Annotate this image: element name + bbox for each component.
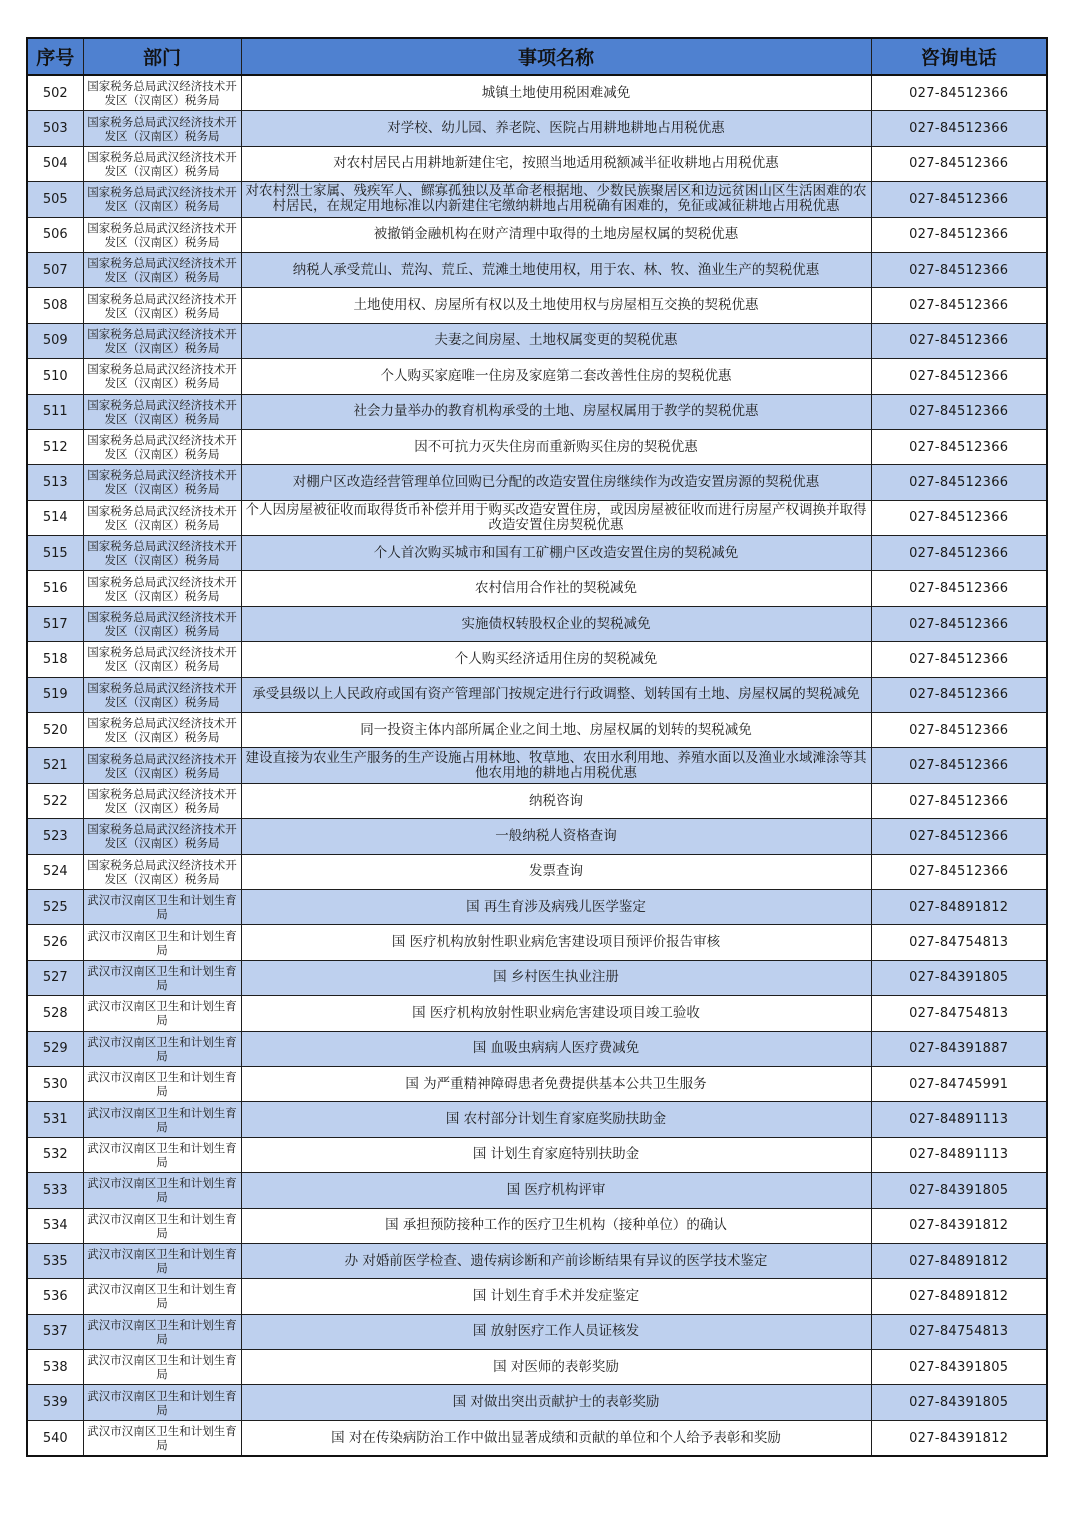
row-item: 承受县级以上人民政府或国有资产管理部门按规定进行行政调整、划转国有土地、房屋权属的契税减免 [241,677,871,712]
row-dept: 武汉市汉南区卫生和计划生育局 [83,1066,241,1101]
table-row [27,854,1047,889]
row-seq: 531 [27,1102,83,1137]
row-phone: 027-84512366 [871,748,1047,783]
table-row [27,1279,1047,1314]
row-dept: 国家税务总局武汉经济技术开发区（汉南区）税务局 [83,182,241,217]
row-phone: 027-84512366 [871,359,1047,394]
row-dept: 国家税务总局武汉经济技术开发区（汉南区）税务局 [83,571,241,606]
row-seq: 539 [27,1385,83,1420]
header-row [27,38,1047,75]
row-dept: 武汉市汉南区卫生和计划生育局 [83,1314,241,1349]
row-dept: 国家税务总局武汉经济技术开发区（汉南区）税务局 [83,323,241,358]
row-seq: 540 [27,1420,83,1456]
row-item: 办 对婚前医学检查、遗传病诊断和产前诊断结果有异议的医学技术鉴定 [241,1243,871,1278]
table-row [27,252,1047,287]
row-item: 个人因房屋被征收而取得货币补偿并用于购买改造安置住房，或因房屋被征收而进行房屋产权调换并取得改造安置住房契税优惠 [241,500,871,535]
row-dept: 武汉市汉南区卫生和计划生育局 [83,1350,241,1385]
row-item: 国 医疗机构评审 [241,1173,871,1208]
row-item: 国 为严重精神障碍患者免费提供基本公共卫生服务 [241,1066,871,1101]
row-phone: 027-84512366 [871,854,1047,889]
row-item: 对农村居民占用耕地新建住宅，按照当地适用税额减半征收耕地占用税优惠 [241,146,871,181]
row-dept: 国家税务总局武汉经济技术开发区（汉南区）税务局 [83,394,241,429]
services-table-sheet [26,37,1046,1457]
row-seq: 523 [27,819,83,854]
row-seq: 533 [27,1173,83,1208]
row-seq: 503 [27,111,83,146]
row-item: 对农村烈士家属、残疾军人、鳏寡孤独以及革命老根据地、少数民族聚居区和边远贫困山区生活困难的农村居民，在规定用地标准以内新建住宅缴纳耕地占用税确有困难的，免征或减征耕地占用税优惠 [241,182,871,217]
row-dept: 国家税务总局武汉经济技术开发区（汉南区）税务局 [83,359,241,394]
row-seq: 532 [27,1137,83,1172]
row-phone: 027-84391805 [871,1385,1047,1420]
row-phone: 027-84512366 [871,217,1047,252]
header-dept: 部门 [83,38,241,75]
row-phone: 027-84512366 [871,429,1047,464]
row-item: 建设直接为农业生产服务的生产设施占用林地、牧草地、农田水利用地、养殖水面以及渔业水域滩涂等其他农用地的耕地占用税优惠 [241,748,871,783]
row-item: 农村信用合作社的契税减免 [241,571,871,606]
row-phone: 027-84391805 [871,1173,1047,1208]
row-dept: 国家税务总局武汉经济技术开发区（汉南区）税务局 [83,465,241,500]
row-seq: 502 [27,75,83,111]
row-dept: 国家税务总局武汉经济技术开发区（汉南区）税务局 [83,75,241,111]
row-dept: 国家税务总局武汉经济技术开发区（汉南区）税务局 [83,429,241,464]
row-dept: 武汉市汉南区卫生和计划生育局 [83,1137,241,1172]
row-phone: 027-84512366 [871,75,1047,111]
table-row [27,111,1047,146]
row-dept: 国家税务总局武汉经济技术开发区（汉南区）税务局 [83,677,241,712]
row-seq: 536 [27,1279,83,1314]
row-phone: 027-84512366 [871,111,1047,146]
row-item: 个人首次购买城市和国有工矿棚户区改造安置住房的契税减免 [241,536,871,571]
table-row [27,1243,1047,1278]
row-phone: 027-84391887 [871,1031,1047,1066]
row-seq: 510 [27,359,83,394]
row-dept: 武汉市汉南区卫生和计划生育局 [83,1243,241,1278]
row-phone: 027-84891113 [871,1137,1047,1172]
row-phone: 027-84391812 [871,1208,1047,1243]
row-item: 一般纳税人资格查询 [241,819,871,854]
row-seq: 515 [27,536,83,571]
row-item: 国 农村部分计划生育家庭奖励扶助金 [241,1102,871,1137]
services-table [26,37,1048,1457]
row-dept: 武汉市汉南区卫生和计划生育局 [83,1031,241,1066]
row-phone: 027-84512366 [871,536,1047,571]
header-item: 事项名称 [241,38,871,75]
row-item: 国 对在传染病防治工作中做出显著成绩和贡献的单位和个人给予表彰和奖励 [241,1420,871,1456]
row-phone: 027-84512366 [871,819,1047,854]
table-row [27,1031,1047,1066]
row-phone: 027-84512366 [871,394,1047,429]
header-seq: 序号 [27,38,83,75]
row-phone: 027-84512366 [871,146,1047,181]
row-item: 国 计划生育手术并发症鉴定 [241,1279,871,1314]
table-row [27,1385,1047,1420]
row-item: 对棚户区改造经营管理单位回购已分配的改造安置住房继续作为改造安置房源的契税优惠 [241,465,871,500]
row-item: 国 再生育涉及病残儿医学鉴定 [241,889,871,924]
row-phone: 027-84891812 [871,889,1047,924]
row-seq: 522 [27,783,83,818]
row-seq: 527 [27,960,83,995]
row-seq: 514 [27,500,83,535]
row-seq: 512 [27,429,83,464]
table-row [27,465,1047,500]
row-item: 国 承担预防接种工作的医疗卫生机构（接种单位）的确认 [241,1208,871,1243]
row-item: 纳税人承受荒山、荒沟、荒丘、荒滩土地使用权，用于农、林、牧、渔业生产的契税优惠 [241,252,871,287]
row-item: 国 医疗机构放射性职业病危害建设项目预评价报告审核 [241,925,871,960]
row-seq: 508 [27,288,83,323]
row-dept: 国家税务总局武汉经济技术开发区（汉南区）税务局 [83,713,241,748]
row-dept: 武汉市汉南区卫生和计划生育局 [83,1173,241,1208]
table-row [27,1137,1047,1172]
row-dept: 国家税务总局武汉经济技术开发区（汉南区）税务局 [83,146,241,181]
row-phone: 027-84391812 [871,1420,1047,1456]
row-dept: 国家税务总局武汉经济技术开发区（汉南区）税务局 [83,252,241,287]
row-item: 同一投资主体内部所属企业之间土地、房屋权属的划转的契税减免 [241,713,871,748]
row-dept: 武汉市汉南区卫生和计划生育局 [83,1420,241,1456]
row-dept: 国家税务总局武汉经济技术开发区（汉南区）税务局 [83,748,241,783]
table-row [27,1102,1047,1137]
row-dept: 国家税务总局武汉经济技术开发区（汉南区）税务局 [83,783,241,818]
row-item: 城镇土地使用税困难减免 [241,75,871,111]
table-row [27,1420,1047,1456]
row-phone: 027-84891812 [871,1279,1047,1314]
row-seq: 525 [27,889,83,924]
row-dept: 武汉市汉南区卫生和计划生育局 [83,925,241,960]
row-seq: 538 [27,1350,83,1385]
row-phone: 027-84754813 [871,996,1047,1031]
row-item: 国 血吸虫病病人医疗费减免 [241,1031,871,1066]
row-phone: 027-84745991 [871,1066,1047,1101]
row-item: 国 放射医疗工作人员证核发 [241,1314,871,1349]
table-row [27,394,1047,429]
table-row [27,217,1047,252]
row-phone: 027-84512366 [871,182,1047,217]
row-item: 纳税咨询 [241,783,871,818]
row-phone: 027-84891113 [871,1102,1047,1137]
row-seq: 529 [27,1031,83,1066]
row-dept: 国家税务总局武汉经济技术开发区（汉南区）税务局 [83,111,241,146]
table-row [27,146,1047,181]
table-row [27,288,1047,323]
row-item: 个人购买经济适用住房的契税减免 [241,642,871,677]
row-dept: 武汉市汉南区卫生和计划生育局 [83,1102,241,1137]
table-row [27,1173,1047,1208]
row-seq: 526 [27,925,83,960]
row-dept: 武汉市汉南区卫生和计划生育局 [83,1385,241,1420]
row-dept: 武汉市汉南区卫生和计划生育局 [83,1279,241,1314]
row-dept: 武汉市汉南区卫生和计划生育局 [83,889,241,924]
row-phone: 027-84512366 [871,500,1047,535]
row-seq: 506 [27,217,83,252]
table-row [27,925,1047,960]
header-phone: 咨询电话 [871,38,1047,75]
row-item: 对学校、幼儿园、养老院、医院占用耕地耕地占用税优惠 [241,111,871,146]
row-phone: 027-84512366 [871,713,1047,748]
table-row [27,642,1047,677]
table-row [27,748,1047,783]
row-seq: 521 [27,748,83,783]
row-dept: 武汉市汉南区卫生和计划生育局 [83,960,241,995]
row-phone: 027-84754813 [871,1314,1047,1349]
table-body [27,75,1047,1456]
row-dept: 国家税务总局武汉经济技术开发区（汉南区）税务局 [83,217,241,252]
table-row [27,889,1047,924]
row-seq: 518 [27,642,83,677]
row-phone: 027-84512366 [871,606,1047,641]
row-dept: 国家税务总局武汉经济技术开发区（汉南区）税务局 [83,642,241,677]
row-seq: 507 [27,252,83,287]
row-dept: 武汉市汉南区卫生和计划生育局 [83,1208,241,1243]
row-item: 个人购买家庭唯一住房及家庭第二套改善性住房的契税优惠 [241,359,871,394]
row-seq: 524 [27,854,83,889]
row-item: 国 医疗机构放射性职业病危害建设项目竣工验收 [241,996,871,1031]
table-row [27,819,1047,854]
row-phone: 027-84512366 [871,783,1047,818]
table-row [27,713,1047,748]
row-item: 因不可抗力灭失住房而重新购买住房的契税优惠 [241,429,871,464]
table-row [27,783,1047,818]
row-phone: 027-84512366 [871,677,1047,712]
row-phone: 027-84391805 [871,960,1047,995]
row-phone: 027-84891812 [871,1243,1047,1278]
row-phone: 027-84391805 [871,1350,1047,1385]
row-seq: 511 [27,394,83,429]
row-seq: 509 [27,323,83,358]
row-seq: 504 [27,146,83,181]
table-row [27,75,1047,111]
row-item: 实施债权转股权企业的契税减免 [241,606,871,641]
table-row [27,571,1047,606]
row-phone: 027-84512366 [871,323,1047,358]
row-item: 国 乡村医生执业注册 [241,960,871,995]
row-item: 土地使用权、房屋所有权以及土地使用权与房屋相互交换的契税优惠 [241,288,871,323]
row-item: 国 对医师的表彰奖励 [241,1350,871,1385]
row-seq: 528 [27,996,83,1031]
row-seq: 535 [27,1243,83,1278]
row-dept: 国家税务总局武汉经济技术开发区（汉南区）税务局 [83,854,241,889]
table-row [27,536,1047,571]
row-item: 被撤销金融机构在财产清理中取得的土地房屋权属的契税优惠 [241,217,871,252]
table-header [27,38,1047,75]
row-dept: 国家税务总局武汉经济技术开发区（汉南区）税务局 [83,606,241,641]
row-dept: 武汉市汉南区卫生和计划生育局 [83,996,241,1031]
row-phone: 027-84512366 [871,252,1047,287]
row-dept: 国家税务总局武汉经济技术开发区（汉南区）税务局 [83,288,241,323]
row-seq: 516 [27,571,83,606]
row-item: 国 计划生育家庭特别扶助金 [241,1137,871,1172]
table-row [27,1314,1047,1349]
table-row [27,182,1047,217]
row-item: 国 对做出突出贡献护士的表彰奖励 [241,1385,871,1420]
row-phone: 027-84512366 [871,288,1047,323]
row-phone: 027-84512366 [871,571,1047,606]
row-dept: 国家税务总局武汉经济技术开发区（汉南区）税务局 [83,819,241,854]
table-row [27,606,1047,641]
row-dept: 国家税务总局武汉经济技术开发区（汉南区）税务局 [83,536,241,571]
row-seq: 534 [27,1208,83,1243]
row-seq: 513 [27,465,83,500]
table-row [27,1350,1047,1385]
row-seq: 519 [27,677,83,712]
row-seq: 520 [27,713,83,748]
row-seq: 505 [27,182,83,217]
table-row [27,359,1047,394]
table-row [27,429,1047,464]
row-seq: 517 [27,606,83,641]
row-item: 发票查询 [241,854,871,889]
table-row [27,960,1047,995]
row-phone: 027-84754813 [871,925,1047,960]
table-row [27,1208,1047,1243]
table-row [27,1066,1047,1101]
table-row [27,500,1047,535]
row-phone: 027-84512366 [871,465,1047,500]
row-item: 夫妻之间房屋、土地权属变更的契税优惠 [241,323,871,358]
table-row [27,677,1047,712]
row-seq: 530 [27,1066,83,1101]
row-phone: 027-84512366 [871,642,1047,677]
row-item: 社会力量举办的教育机构承受的土地、房屋权属用于教学的契税优惠 [241,394,871,429]
table-row [27,323,1047,358]
row-seq: 537 [27,1314,83,1349]
table-row [27,996,1047,1031]
row-dept: 国家税务总局武汉经济技术开发区（汉南区）税务局 [83,500,241,535]
